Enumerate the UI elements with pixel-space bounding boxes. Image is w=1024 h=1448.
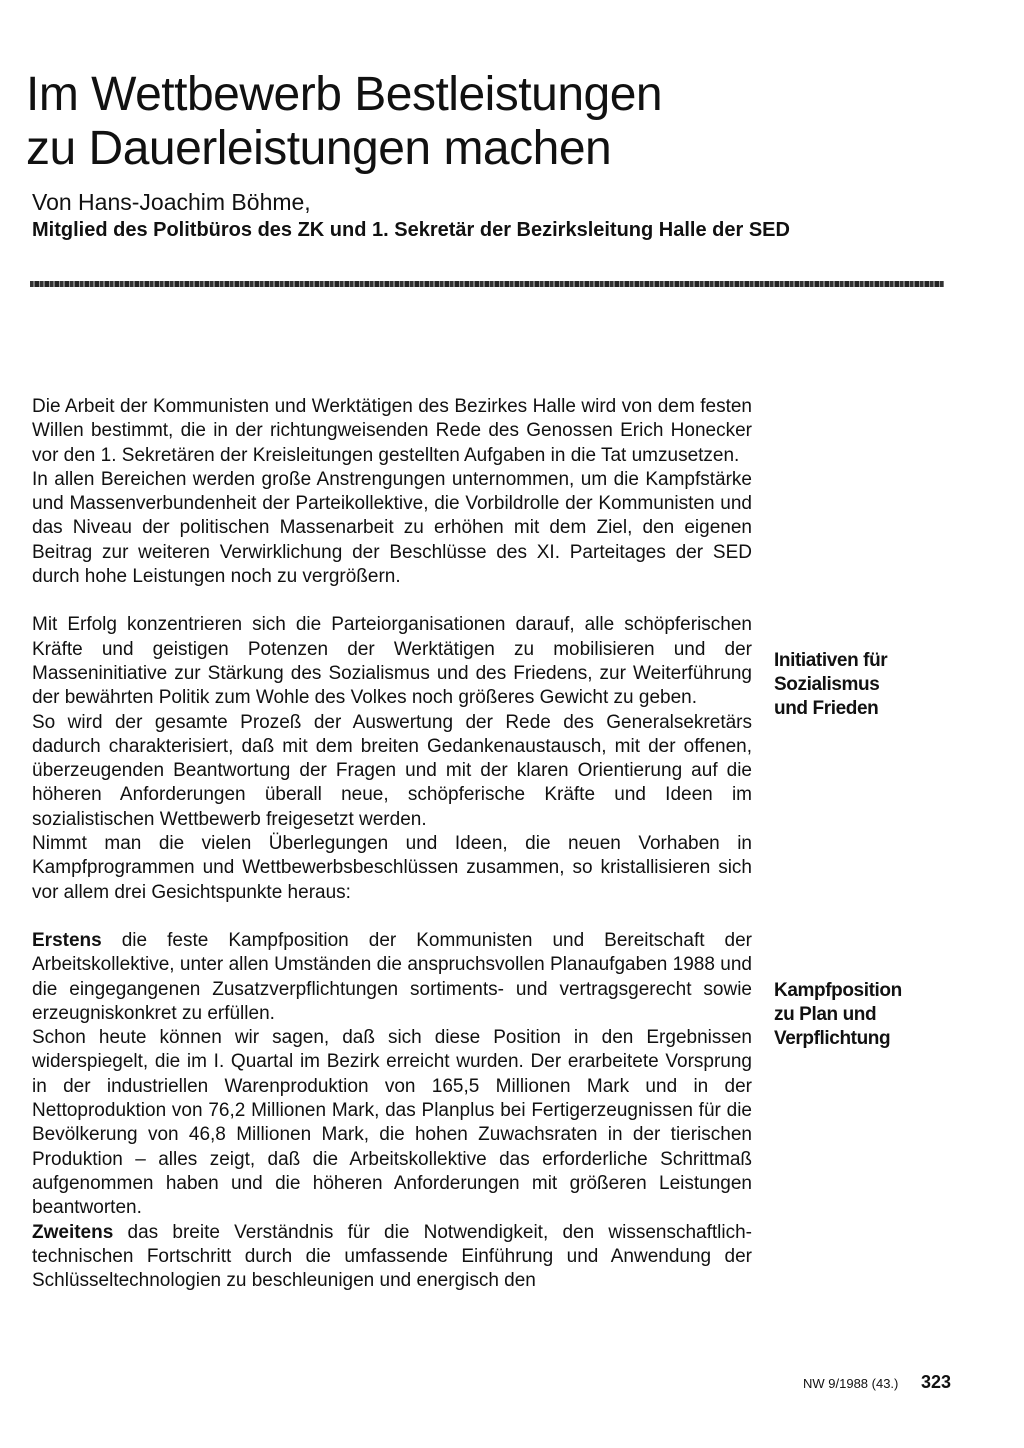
paragraph-lead: Erstens [32, 929, 102, 951]
article-title [26, 68, 926, 176]
marginal-line: Sozialismus [774, 674, 880, 695]
paragraph: Nimmt man die vielen Überlegungen und Ideen, die neuen Vorhaben in Kampfprogrammen und Wettbewerbsbeschlüssen zusammen, so kristallisieren sich vor allem drei Gesichtspunkte heraus: [32, 833, 752, 903]
paragraph [32, 929, 752, 1026]
page-number: 323 [921, 1372, 952, 1392]
paragraph: In allen Bereichen werden große Anstrengungen unternommen, um die Kampfstärke und Massenverbundenheit der Parteikollektive, die Vorbildrolle der Kommunisten und das Niveau der politischen Massenarbeit zu erhöhen mit dem Ziel, den eigenen Beitrag zur weiteren Verwirklichung der Beschlüsse des XI. Parteitages der SED durch hohe Leistungen noch zu vergrößern. [32, 468, 752, 588]
marginal-line: Kampfposition [774, 980, 902, 1001]
paragraph [32, 1221, 752, 1294]
paragraph: Mit Erfolg konzentrieren sich die Parteiorganisationen darauf, alle schöpferischen Kräfte und geistigen Potenzen der Werktätigen zu mobilisieren und der Masseninitiative zur Stärkung des Sozialismus und des Friedens, zur Weiterführung der bewährten Politik zum Wohle des Volkes noch größeres Gewicht zu geben. [32, 614, 752, 709]
paragraph-text: das breite Verständnis für die Notwendigkeit, den wissenschaftlich-technischen Fortschritt durch die umfassende Einführung und Anwendung der Schlüsseltechnologien zu beschleunigen und energisch den [32, 1221, 752, 1292]
article-body [32, 395, 752, 1293]
marginal-line: Verpflichtung [774, 1028, 891, 1049]
title-line-2: zu Dauerleistungen machen [26, 122, 612, 175]
header-divider [30, 281, 944, 287]
author-role: Mitglied des Politbüros des ZK und 1. Sekretär der Bezirksleitung Halle der SED [32, 219, 790, 241]
paragraph-lead: Zweitens [32, 1221, 114, 1243]
marginal-line: zu Plan und [774, 1004, 877, 1025]
paragraph: Die Arbeit der Kommunisten und Werktätigen des Bezirkes Halle wird von dem festen Willen bestimmt, die in der richtungweisenden Rede des Genossen Erich Honecker vor den 1. Sekretären der Kreisleitungen gestellten Aufgaben in die Tat umzusetzen. [32, 396, 752, 466]
marginal-line: Initiativen für [774, 650, 888, 671]
issue-reference: NW 9/1988 (43.) [803, 1376, 899, 1391]
byline [32, 188, 972, 244]
marginal-line: und Frieden [774, 698, 879, 719]
paragraph: Schon heute können wir sagen, daß sich diese Position in den Ergebnissen widerspiegelt, die im I. Quartal im Bezirk erreicht wurden. Der erarbeitete Vorsprung in der industriellen Warenproduktion von 165,5 Millionen Mark und in der Nettoproduktion von 76,2 Millionen Mark, das Planplus bei Fertigerzeugnissen für die Bevölkerung von 46,8 Millionen Mark, die hohen Zuwachsraten in der tierischen Produktion – alles zeigt, daß die Arbeitskollektive das erforderliche Schrittmaß aufgenommen haben und die höheren Anforderungen mit größeren Leistungen beantworten. [32, 1027, 752, 1219]
author-name: Von Hans-Joachim Böhme, [32, 189, 311, 215]
paragraph-text: die feste Kampfposition der Kommunisten und Bereitschaft der Arbeitskollektive, unter allen Umständen die anspruchsvollen Planaufgaben 1988 und die eingegangenen Zusatzverpflichtungen sortiments- und vertragsgerecht sowie erzeugniskonkret zu erfüllen. [32, 929, 752, 1024]
marginal-heading-initiatives [774, 649, 944, 721]
title-line-1: Im Wettbewerb Bestleistungen [26, 68, 663, 121]
marginal-heading-position [774, 979, 944, 1051]
paragraph: So wird der gesamte Prozeß der Auswertung der Rede des Generalsekretärs dadurch charakterisiert, daß mit dem breiten Gedankenaustausch, mit der offenen, überzeugenden Beantwortung der Fragen und mit der klaren Orientierung auf die höheren Anforderungen überall neue, schöpferische Kräfte und Ideen im sozialistischen Wettbewerb freigesetzt werden. [32, 711, 752, 830]
